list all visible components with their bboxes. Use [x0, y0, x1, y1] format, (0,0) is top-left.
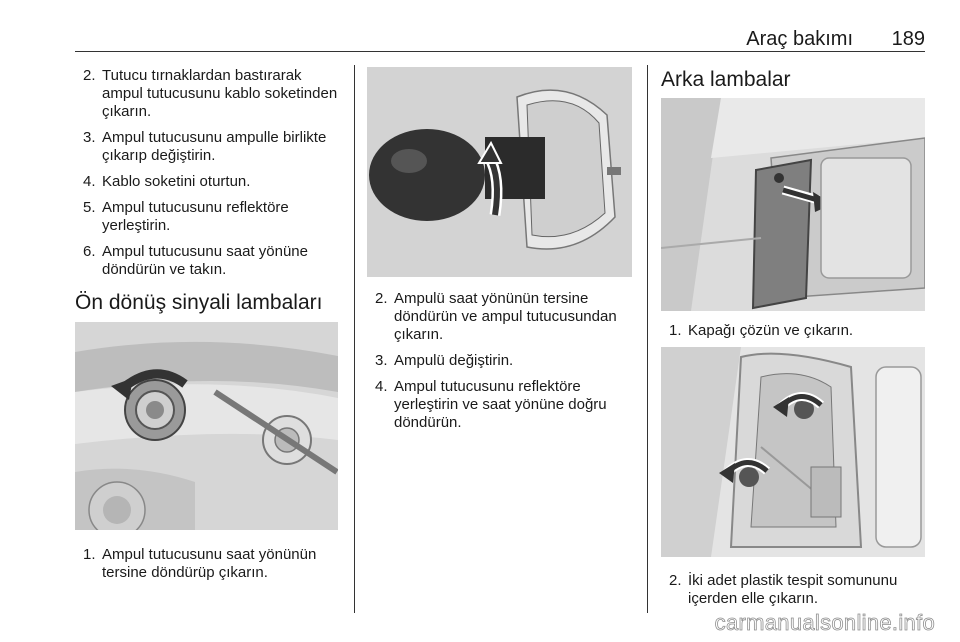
list-item: 1. Ampul tutucusunu saat yönünün tersine döndürüp çıkarın. [83, 546, 317, 581]
header-rule [75, 51, 925, 52]
steps-list-col2 [367, 290, 637, 440]
column-divider-2 [647, 65, 648, 613]
running-header [75, 28, 925, 50]
list-item: 2. Ampulü saat yönünün tersine döndürün ve ampul tutucusundan çıkarın. [375, 290, 617, 343]
steps-list-col1-b [75, 546, 345, 590]
figure-bulb-removal [367, 67, 632, 277]
section-heading-rear-lamps: Arka lambalar [661, 68, 791, 91]
column-divider-1 [354, 65, 355, 613]
figure-rear-lamp-nuts [661, 347, 925, 557]
list-item: 6. Ampul tutucusunu saat yönüne döndürün ve takın. [83, 243, 308, 278]
section-heading-front-signal: Ön dönüş sinyali lambaları [75, 291, 323, 314]
list-item: 3. Ampulü değiştirin. [375, 352, 514, 369]
list-item: 2. İki adet plastik tespit somununu içerden elle çıkarın. [669, 572, 898, 607]
steps-list-col1 [75, 67, 345, 287]
figure-front-signal-bulb-holder [75, 322, 338, 530]
section-title: Araç bakımı [746, 28, 853, 50]
watermark: carmanualsonline.info [714, 610, 935, 635]
steps-list-col3 [661, 322, 925, 348]
list-item: 5. Ampul tutucusunu reflektöre yerleştirin. [83, 199, 289, 234]
list-item: 4. Ampul tutucusunu reflektöre yerleştirin ve saat yönüne doğru döndürün. [375, 378, 607, 431]
list-item: 2. Tutucu tırnaklardan bastırarak ampul tutucusunu kablo soketinden çıkarın. [83, 67, 338, 120]
list-item: 4. Kablo soketini oturtun. [83, 173, 251, 190]
list-item: 1. Kapağı çözün ve çıkarın. [669, 322, 854, 339]
figure-rear-cover [661, 98, 925, 311]
list-item: 3. Ampul tutucusunu ampulle birlikte çıkarıp değiştirin. [83, 129, 327, 164]
page-number: 189 [891, 28, 925, 50]
